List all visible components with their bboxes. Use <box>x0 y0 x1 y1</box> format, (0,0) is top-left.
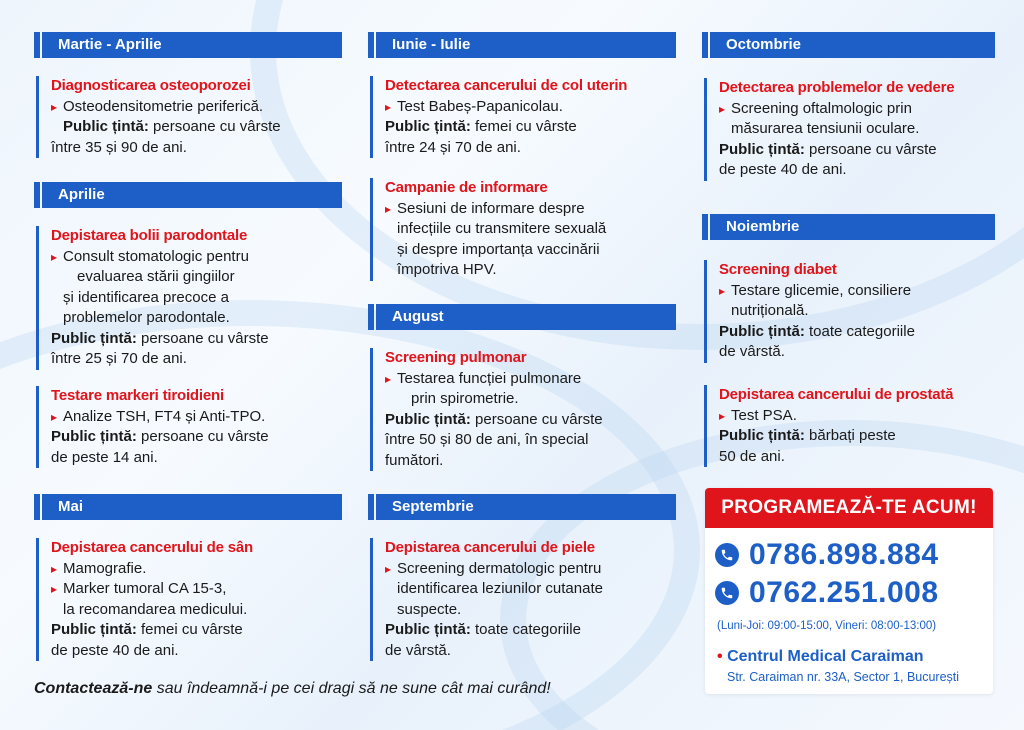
screening-block <box>370 76 670 158</box>
target-audience: Public țintă: persoane cu vârste <box>63 118 281 135</box>
target-audience: Public țintă: toate categoriile <box>719 322 915 340</box>
screening-title: Depistarea cancerului de sân <box>51 539 253 556</box>
screening-item-line: infecțiile cu transmitere sexuală <box>397 220 607 237</box>
target-audience: Public țintă: persoane cu vârste <box>385 410 603 428</box>
screening-item-line: nutrițională. <box>731 302 809 319</box>
screening-title: Diagnosticarea osteoporozei <box>51 77 251 94</box>
screening-block <box>36 76 336 158</box>
screening-item-line: la recomandarea medicului. <box>63 600 248 618</box>
target-audience-line: de vârstă. <box>719 343 785 360</box>
screening-item: ▸ Test Babeș-Papanicolau. <box>385 97 670 118</box>
screening-block <box>704 385 1004 467</box>
screening-title: Detectarea cancerului de col uterin <box>385 77 628 94</box>
screening-item: ▸ Screening dermatologic pentru <box>385 559 670 580</box>
screening-title: Depistarea bolii parodontale <box>51 227 248 244</box>
screening-item-line: identificarea leziunilor cutanate <box>397 580 603 597</box>
screening-item-line: măsurarea tensiunii oculare. <box>731 120 920 137</box>
target-audience-line: 50 de ani. <box>719 447 785 465</box>
screening-item: ▸ Marker tumoral CA 15-3, <box>51 579 336 600</box>
target-audience-line: de peste 14 ani. <box>51 448 158 466</box>
screening-item: ▸ Consult stomatologic pentru <box>51 247 336 268</box>
screening-title: Testare markeri tiroidieni <box>51 387 224 404</box>
target-audience-line: fumători. <box>385 451 444 469</box>
screening-title: Campanie de informare <box>385 179 548 196</box>
target-audience-line: de peste 40 de ani. <box>719 161 847 178</box>
target-audience: Public țintă: persoane cu vârste <box>51 329 269 347</box>
screening-title: Depistarea cancerului de piele <box>385 539 595 556</box>
month-header: Septembrie <box>376 494 676 520</box>
phone-number-text: 0762.251.008 <box>749 576 939 609</box>
target-audience: Public țintă: persoane cu vârste <box>51 428 269 445</box>
target-audience: Public țintă: toate categoriile <box>385 621 581 638</box>
booking-card <box>705 488 993 694</box>
screening-title: Screening pulmonar <box>385 349 527 366</box>
target-audience: Public țintă: persoane cu vârste <box>719 140 937 158</box>
screening-item-line: și despre importanța vaccinării <box>397 240 600 258</box>
target-audience-line: între 24 și 70 de ani. <box>385 138 521 156</box>
month-header: Martie - Aprilie <box>42 32 342 58</box>
screening-item: ▸ Analize TSH, FT4 și Anti-TPO. <box>51 407 336 428</box>
screening-block <box>36 538 336 661</box>
contact-message: Contactează-ne sau îndeamnă-i pe cei dragi să ne sune cât mai curând! <box>34 680 551 697</box>
month-header: Octombrie <box>710 32 995 58</box>
screening-item: ▸ Testarea funcției pulmonare <box>385 369 670 390</box>
center-name: • Centrul Medical Caraiman <box>717 648 924 665</box>
target-audience: Public țintă: femei cu vârste <box>385 118 577 135</box>
screening-item-line: și identificarea precoce a <box>63 288 229 306</box>
target-audience: Public țintă: femei cu vârste <box>51 621 243 638</box>
target-audience-line: de peste 40 de ani. <box>51 641 179 659</box>
screening-block <box>36 386 336 468</box>
month-header: Iunie - Iulie <box>376 32 676 58</box>
phone-icon <box>715 543 739 567</box>
screening-item: ▸ Screening oftalmologic prin <box>719 99 1004 120</box>
target-audience-line: între 50 și 80 de ani, în special <box>385 431 589 448</box>
phone-icon <box>715 581 739 605</box>
opening-hours: (Luni-Joi: 09:00-15:00, Vineri: 08:00-13:00) <box>717 620 937 632</box>
screening-block <box>370 538 670 661</box>
phone-number-text: 0786.898.884 <box>749 538 939 571</box>
screening-item: ▸ Osteodensitometrie periferică. <box>51 97 336 118</box>
booking-heading: PROGRAMEAZĂ-TE ACUM! <box>705 488 993 528</box>
screening-block <box>704 78 1004 181</box>
screening-title: Depistarea cancerului de prostată <box>719 386 954 403</box>
target-audience-line: de vârstă. <box>385 641 451 659</box>
screening-item: ▸ Testare glicemie, consiliere <box>719 281 1004 302</box>
screening-block <box>370 348 670 471</box>
phone-number-1[interactable] <box>715 538 939 572</box>
month-header: Mai <box>42 494 342 520</box>
month-header: August <box>376 304 676 330</box>
screening-item: ▸ Mamografie. <box>51 559 336 580</box>
screening-item-line: împotriva HPV. <box>397 261 497 278</box>
screening-block <box>36 226 336 370</box>
center-address: Str. Caraiman nr. 33A, Sector 1, București <box>727 670 960 684</box>
target-audience-line: între 25 și 70 de ani. <box>51 350 187 367</box>
screening-item-line: suspecte. <box>397 600 462 618</box>
screening-item-line: prin spirometrie. <box>411 390 519 407</box>
screening-item-line: evaluarea stării gingiilor <box>77 268 235 285</box>
target-audience-line: între 35 și 90 de ani. <box>51 138 187 156</box>
screening-title: Detectarea problemelor de vedere <box>719 79 955 96</box>
screening-item: ▸ Sesiuni de informare despre <box>385 199 670 220</box>
screening-title: Screening diabet <box>719 261 837 278</box>
screening-block <box>704 260 1004 363</box>
screening-block <box>370 178 670 281</box>
phone-number-2[interactable] <box>715 576 939 610</box>
screening-item: ▸ Test PSA. <box>719 406 1004 427</box>
month-header: Aprilie <box>42 182 342 208</box>
target-audience: Public țintă: bărbați peste <box>719 427 896 444</box>
month-header: Noiembrie <box>710 214 995 240</box>
screening-item-line: problemelor parodontale. <box>63 309 230 326</box>
